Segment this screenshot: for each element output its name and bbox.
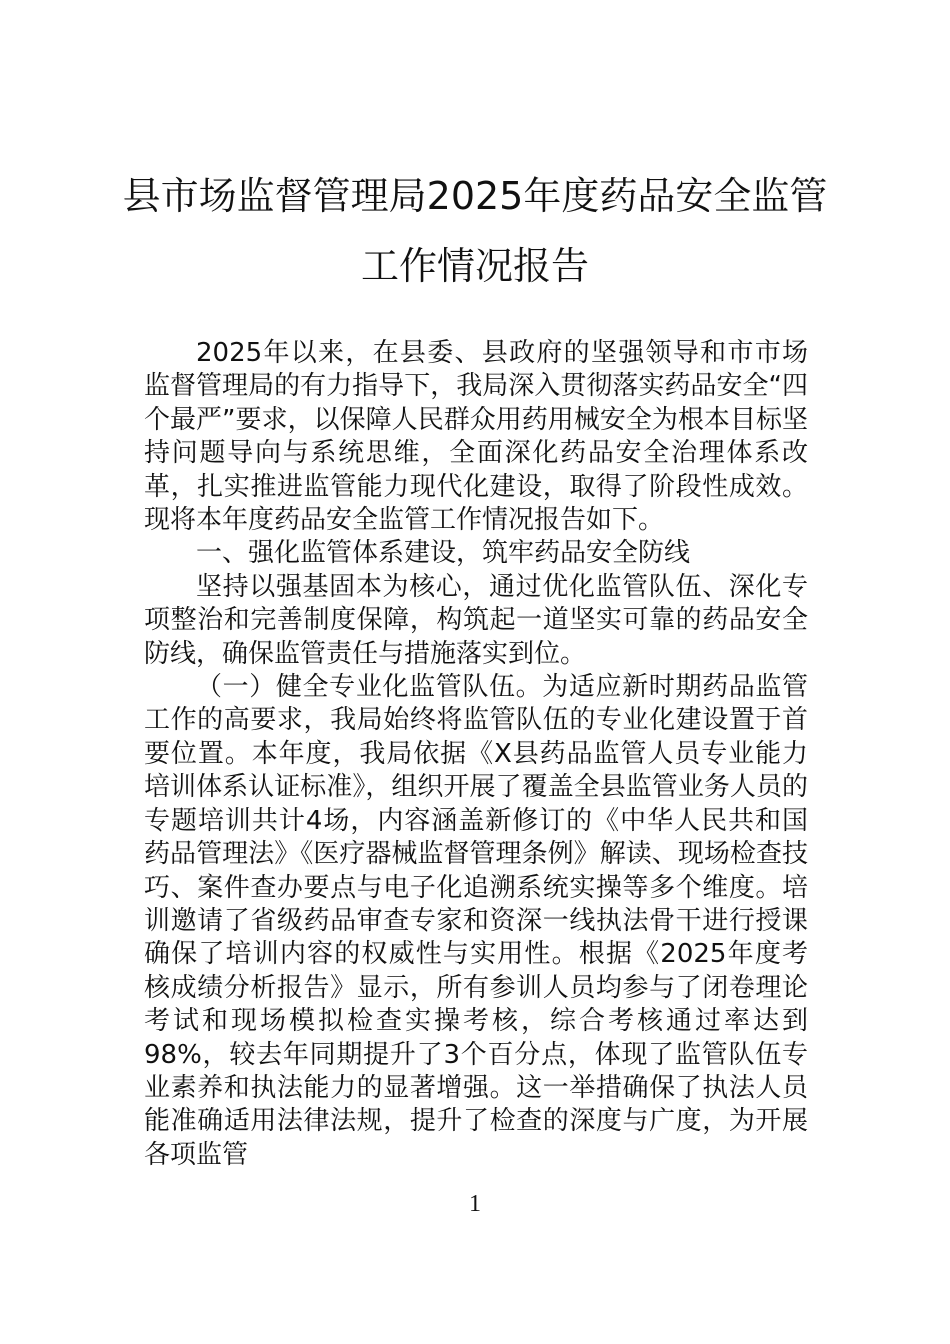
document-body bbox=[144, 337, 808, 1172]
intro-paragraph: 2025年以来，在县委、县政府的坚强领导和市市场监督管理局的有力指导下，我局深入贯彻落实药品安全“四个最严”要求，以保障人民群众用药用械安全为根本目标坚持问题导向与系统思维，全面深化药品安全治理体系改革，扎实推进监管能力现代化建设，取得了阶段性成效。现将本年度药品安全监管工作情况报告如下。 bbox=[144, 338, 808, 536]
section-heading-1: 一、强化监管体系建设，筑牢药品安全防线 bbox=[196, 538, 691, 569]
document-title-line-1: 县市场监督管理局2025年度药品安全监管 bbox=[122, 174, 828, 218]
document-title-line-2: 工作情况报告 bbox=[360, 244, 589, 288]
page-number: 1 bbox=[469, 1191, 481, 1217]
subsection-1-paragraph: （一）健全专业化监管队伍。为适应新时期药品监管工作的高要求，我局始终将监管队伍的专业化建设置于首要位置。本年度，我局依据《X县药品监管人员专业能力培训体系认证标准》，组织开展了覆盖全县监管业务人员的专题培训共计4场，内容涵盖新修订的《中华人民共和国药品管理法》《医疗器械监督管理条例》解读、现场检查技巧、案件查办要点与电子化追溯系统实操等多个维度。培训邀请了省级药品审查专家和资深一线执法骨干进行授课确保了培训内容的权威性与实用性。根据《2025年度考核成绩分析报告》显示，所有参训人员均参与了闭卷理论考试和现场模拟检查实操考核，综合考核通过率达到98%，较去年同期提升了3个百分点，体现了监管队伍专业素养和执法能力的显著增强。这一举措确保了执法人员能准确适用法律法规，提升了检查的深度与广度，为开展各项监管 bbox=[144, 672, 808, 1170]
section-1-paragraph: 坚持以强基固本为核心，通过优化监管队伍、深化专项整治和完善制度保障，构筑起一道坚实可靠的药品安全防线，确保监管责任与措施落实到位。 bbox=[144, 571, 808, 669]
